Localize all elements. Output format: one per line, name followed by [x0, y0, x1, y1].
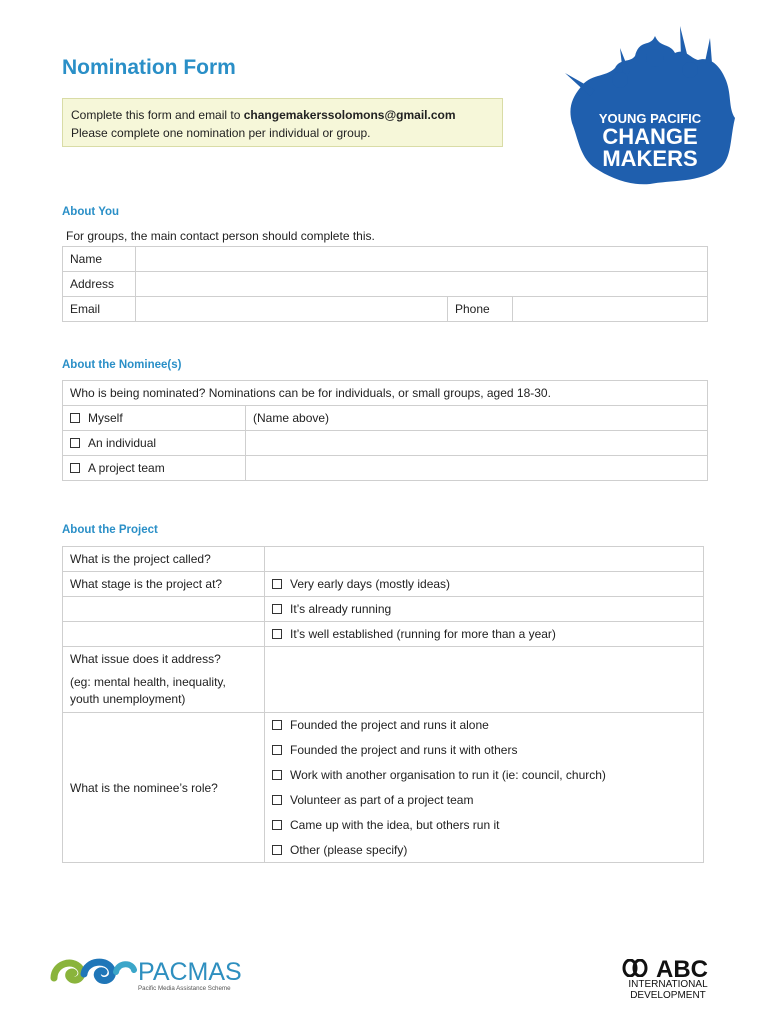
stage-option-established[interactable] — [265, 622, 704, 647]
abc-subtitle-line-2: DEVELOPMENT — [630, 990, 706, 1001]
section-heading-about-you: About You — [62, 206, 120, 218]
option-label: An individual — [88, 436, 157, 450]
checkbox[interactable] — [70, 463, 80, 473]
role-option-with-others[interactable] — [265, 738, 704, 763]
name-label: Name — [63, 247, 136, 272]
individual-name-field[interactable] — [246, 431, 708, 456]
logo-text-2: CHANGE — [602, 124, 698, 149]
empty-cell — [63, 622, 265, 647]
option-individual[interactable] — [63, 431, 246, 456]
logo-text-3: MAKERS — [602, 146, 698, 171]
page-title: Nomination Form — [62, 56, 236, 79]
address-label: Address — [63, 272, 136, 297]
issue-label: What issue does it address? — [70, 652, 221, 666]
checkbox[interactable] — [272, 720, 282, 730]
team-name-field[interactable] — [246, 456, 708, 481]
option-myself[interactable] — [63, 406, 246, 431]
address-field[interactable] — [136, 272, 708, 297]
issue-hint: (eg: mental health, inequality, youth unemployment) — [70, 675, 226, 706]
option-label: Myself — [88, 411, 123, 425]
section-heading-nominee: About the Nominee(s) — [62, 359, 182, 371]
option-project-team[interactable] — [63, 456, 246, 481]
option-label: Came up with the idea, but others run it — [290, 818, 500, 832]
role-option-idea[interactable] — [265, 813, 704, 838]
checkbox[interactable] — [272, 579, 282, 589]
checkbox[interactable] — [272, 845, 282, 855]
email-field[interactable] — [136, 297, 448, 322]
option-label: A project team — [88, 461, 165, 475]
project-name-field[interactable] — [265, 547, 704, 572]
option-label: Founded the project and runs it alone — [290, 718, 489, 733]
abc-subtitle — [626, 979, 710, 1001]
stage-option-early[interactable] — [265, 572, 704, 597]
checkbox[interactable] — [272, 745, 282, 755]
option-label: Founded the project and runs it with others — [290, 743, 518, 757]
checkbox[interactable] — [70, 438, 80, 448]
issue-field[interactable] — [265, 647, 704, 713]
role-option-volunteer[interactable] — [265, 788, 704, 813]
email-label: Email — [63, 297, 136, 322]
checkbox[interactable] — [272, 770, 282, 780]
phone-field[interactable] — [513, 297, 708, 322]
option-label: Work with another organisation to run it (ie: council, church) — [290, 768, 606, 782]
issue-label-cell — [63, 647, 265, 713]
abc-wordmark: ABC — [656, 956, 708, 983]
phone-label: Phone — [448, 297, 513, 322]
option-label: It’s well established (running for more than a year) — [290, 627, 556, 641]
option-label: Volunteer as part of a project team — [290, 793, 474, 807]
logo-text-1: YOUNG PACIFIC — [598, 111, 702, 126]
project-stage-label: What stage is the project at? — [63, 572, 265, 597]
role-option-alone[interactable] — [265, 713, 704, 738]
notice-line-2: Please complete one nomination per individual or group. — [71, 126, 371, 140]
pacmas-subtitle: Pacific Media Assistance Scheme — [138, 985, 231, 992]
name-field[interactable] — [136, 247, 708, 272]
abc-subtitle-line-1: INTERNATIONAL — [628, 979, 708, 990]
project-name-label: What is the project called? — [63, 547, 265, 572]
about-you-instruction: For groups, the main contact person should complete this. — [66, 229, 375, 243]
checkbox[interactable] — [272, 604, 282, 614]
pacmas-logo — [50, 950, 260, 996]
checkbox[interactable] — [272, 795, 282, 805]
contact-email-link[interactable]: changemakerssolomons@gmail.com — [243, 108, 456, 122]
section-heading-project: About the Project — [62, 524, 158, 536]
myself-note: (Name above) — [246, 406, 708, 431]
option-label: It’s already running — [290, 602, 392, 616]
checkbox[interactable] — [272, 820, 282, 830]
nominee-question: Who is being nominated? Nominations can be for individuals, or small groups, aged 18-30. — [63, 381, 708, 406]
checkbox[interactable] — [70, 413, 80, 423]
option-label: Other (please specify) — [290, 842, 408, 857]
option-label: Very early days (mostly ideas) — [290, 577, 451, 591]
young-pacific-change-makers-logo — [560, 18, 740, 188]
role-option-other[interactable] — [265, 838, 704, 863]
stage-option-running[interactable] — [265, 597, 704, 622]
abc-lissajous-icon — [622, 959, 654, 977]
empty-cell — [63, 597, 265, 622]
about-you-table — [62, 246, 708, 322]
notice-prefix: Complete this form and email to — [71, 108, 244, 122]
role-label: What is the nominee’s role? — [63, 713, 265, 863]
instructions-notice — [62, 98, 503, 147]
role-option-organisation[interactable] — [265, 763, 704, 788]
project-table — [62, 546, 704, 863]
nominee-table — [62, 380, 708, 481]
checkbox[interactable] — [272, 629, 282, 639]
pacmas-wordmark: PACMAS — [138, 958, 242, 986]
